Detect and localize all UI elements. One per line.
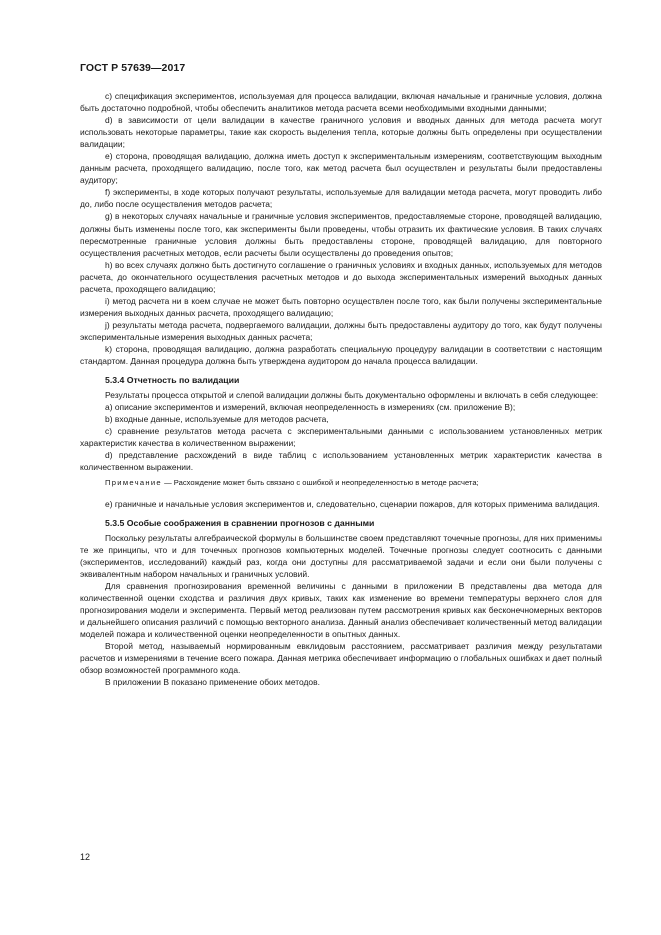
section-heading-534: 5.3.4 Отчетность по валидации xyxy=(105,375,240,386)
section-535-paragraph-2: Для сравнения прогнозирования временной величины с данными в приложении В представлены два метода для количественной оценки сходства и различия двух кривых, таких как изменение во времени температуры верхнего слоя для прогнозирования модели и эксперимента. Первый метод реализован путем рассмотрения кривых как бесконечномерных векторов и дальнейшего описания различий с помощью векторного анализа. Данный анализ обеспечивает количественный метод валидации моделей пожара и количественной оценки неопределенности в опытных данных. xyxy=(80,580,602,639)
section-heading-535: 5.3.5 Особые соображения в сравнении прогнозов с данными xyxy=(105,517,375,528)
list-item-d: d) в зависимости от цели валидации в качестве граничного условия и вводных данных для метода расчета могут использовать некоторые параметры, такие как скорость выделения тепла, которые должны быть определены при осуществлении валидации; xyxy=(80,115,602,150)
list-item-k: k) сторона, проводящая валидацию, должна разработать специальную процедуру валидации в соответствии с настоящим стандартом. Данная процедура должна быть утверждена аудитором до начала процесса валидации. xyxy=(80,343,602,367)
list-item-c: c) спецификация экспериментов, используемая для процесса валидации, включая начальные и граничные условия, должна быть достаточно подробной, чтобы обеспечить аналитиков метода расчета всеми необходимыми входными данными; xyxy=(80,91,602,114)
note-label: Примечание xyxy=(105,478,162,488)
list-item-g: g) в некоторых случаях начальные и граничные условия экспериментов, предоставляемые стороне, проводящей валидацию, должны быть изменены после того, как эксперименты были проведены, чтобы отразить их фактические условия. В таких случаях пересмотренные граничные условия должны быть предоставлены стороне, проводящей валидацию, для повторного осуществления расчетных методов, если расчеты были осуществлены до проведения опытов; xyxy=(80,211,602,258)
section-534-intro: Результаты процесса открытой и слепой валидации должны быть документально оформлены и включать в себя следующее: xyxy=(105,390,599,401)
note xyxy=(80,477,602,489)
report-item-d: d) представление расхождений в виде таблиц с использованием установленных метрик характеристик качества в количественном выражении. xyxy=(80,450,602,473)
section-535-paragraph-3: Второй метод, называемый нормированным евклидовым расстоянием, рассматривает различия между результатами расчетов и измерениями в течение всего пожара. Данная метрика обеспечивает информацию о глобальных ошибках и дает полный обзор возможностей программного кода. xyxy=(80,641,602,676)
report-item-c: c) сравнение результатов метода расчета с экспериментальными данными с использованием установленных метрик характеристик качества в количественном выражении; xyxy=(80,426,602,449)
document-header: ГОСТ Р 57639—2017 xyxy=(80,62,186,74)
section-535-paragraph-1: Поскольку результаты алгебраической формулы в большинстве своем представляют точечные прогнозы, для них применимы те же принципы, что и для точечных прогнозов компьютерных моделей. Точечные прогнозы следует соотносить с данными (экспериментов, исследований) каждый раз, когда они доступны для рассматриваемой задачи и если они были получены с эквивалентным набором начальных и граничных условий. xyxy=(80,532,602,579)
list-item-i: i) метод расчета ни в коем случае не может быть повторно осуществлен после того, как были получены экспериментальные измерения выходных данных расчета, проходящего валидацию; xyxy=(80,295,602,318)
report-item-b: b) входные данные, используемые для методов расчета, xyxy=(105,414,329,425)
page-number: 12 xyxy=(80,852,91,862)
list-item-j: j) результаты метода расчета, подвергаемого валидации, должны быть предоставлены аудитору до того, как будут получены экспериментальные измерения выходных данных расчета; xyxy=(80,319,602,342)
section-535-paragraph-4: В приложении В показано применение обоих методов. xyxy=(105,677,320,688)
list-item-f: f) эксперименты, в ходе которых получают результаты, используемые для валидации метода расчета, могут проводить либо до, либо после осуществления методов расчета; xyxy=(80,187,602,210)
page-body xyxy=(80,90,602,688)
list-item-h: h) во всех случаях должно быть достигнуто соглашение о граничных условиях и входных данных, используемых для методов расчета, до окончательного осуществления расчетных методов и до выхода экспериментальных измерений выходных данных расчета, проходящего валидацию; xyxy=(80,259,602,294)
report-item-e: e) граничные и начальные условия экспериментов и, следовательно, сценарии пожаров, для которых применима валидация. xyxy=(105,498,600,509)
list-item-e: e) сторона, проводящая валидацию, должна иметь доступ к экспериментальным измерениям, соответствующим выходным данным расчета, проходящего валидацию, после того, как метод расчета был осуществлен и результаты были предоставлены аудитору; xyxy=(80,151,602,186)
report-item-a: а) описание экспериментов и измерений, включая неопределенность в измерениях (см. приложение В); xyxy=(105,402,516,413)
note-text: — Расхождение может быть связано с ошибкой и неопределенностью в методе расчета; xyxy=(164,478,479,488)
